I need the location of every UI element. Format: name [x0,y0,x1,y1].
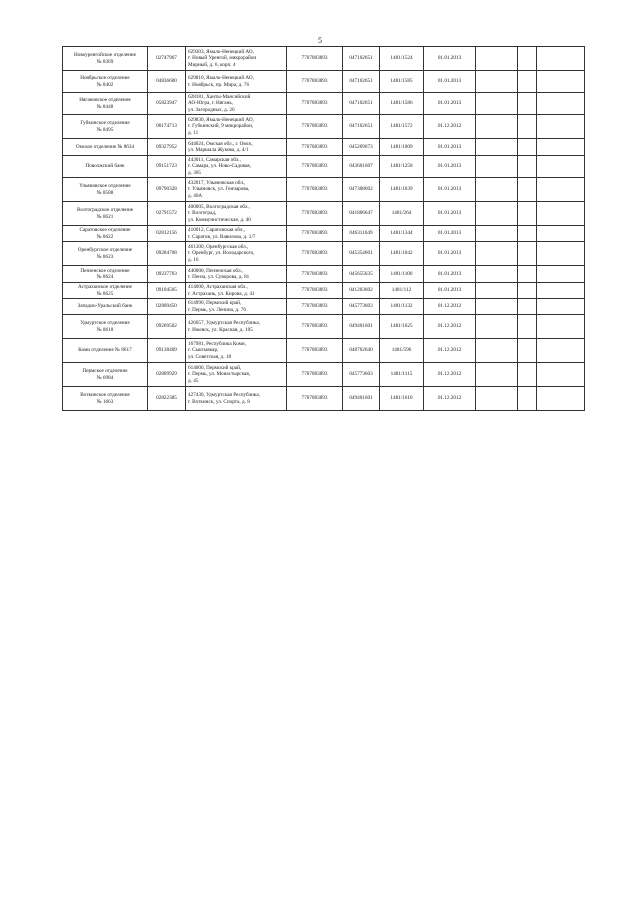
branch-address: 644024, Омская обл., г. Омск, ул. Маршала Жукова, д. 4/1 [186,139,287,156]
effective-date: 01.01.2013 [424,156,476,178]
branch-address: 400005, Волгоградская обл., г. Волгоград, ул. Коммунистическая, д. 40 [186,202,287,226]
bik-number: 041806647 [343,202,380,226]
okpo-code: 00174713 [148,115,186,139]
bik-number: 047102651 [343,47,380,71]
effective-date: 01.01.2013 [424,202,476,226]
bik-number: 045354601 [343,242,380,266]
empty-cell [518,93,537,115]
empty-cell [476,387,518,411]
inn-number: 7707083893 [287,339,343,363]
branch-name: Поволжский банк [63,156,148,178]
empty-cell [476,299,518,315]
effective-date: 01.01.2013 [424,71,476,93]
empty-cell [518,139,537,156]
branch-name: Астраханское отделение № 8625 [63,283,148,299]
empty-cell [476,93,518,115]
branch-address: 426057, Удмуртская Республика, г. Ижевск, ул. Красная, д. 105 [186,315,287,339]
effective-date: 01.12.2012 [424,363,476,387]
empty-cell [537,115,585,139]
okpo-code: 09790328 [148,178,186,202]
empty-cell [476,71,518,93]
okpo-code: 05823947 [148,93,186,115]
okpo-code: 09138409 [148,339,186,363]
okpo-code: 02812156 [148,226,186,242]
branch-name: Воткинское отделение № 1663 [63,387,148,411]
inn-number: 7707083893 [287,71,343,93]
registration-number: 1481/1639 [380,178,424,202]
bik-number: 048702640 [343,339,380,363]
okpo-code: 04836600 [148,71,186,93]
empty-cell [537,283,585,299]
effective-date: 01.01.2013 [424,283,476,299]
okpo-code: 02809929 [148,363,186,387]
empty-cell [476,315,518,339]
empty-cell [518,283,537,299]
empty-cell [537,178,585,202]
empty-cell [537,363,585,387]
branch-address: 629830, Ямало-Ненецкий АО, г. Губкинский, 9 микрорайон, д. 11 [186,115,287,139]
inn-number: 7707083893 [287,242,343,266]
bik-number: 045773603 [343,363,380,387]
okpo-code: 02747967 [148,47,186,71]
empty-cell [476,226,518,242]
inn-number: 7707083893 [287,283,343,299]
inn-number: 7707083893 [287,315,343,339]
effective-date: 01.12.2012 [424,339,476,363]
branch-address: 629303, Ямало-Ненецкий АО, г. Новый Уренгой, микрорайон Мирный, д. 6, корп. 4 [186,47,287,71]
okpo-code: 02809450 [148,299,186,315]
okpo-code: 02822385 [148,387,186,411]
branch-name: Оренбургское отделение № 8623 [63,242,148,266]
bik-number: 049401601 [343,315,380,339]
bik-number: 047102651 [343,93,380,115]
okpo-code: 09327952 [148,139,186,156]
empty-cell [518,315,537,339]
okpo-code: 09104505 [148,283,186,299]
inn-number: 7707083893 [287,156,343,178]
empty-cell [537,139,585,156]
bik-number: 045773603 [343,299,380,315]
registration-number: 1481/112 [380,283,424,299]
branch-name: Омское отделение № 8634 [63,139,148,156]
branch-name: Саратовское отделение № 8622 [63,226,148,242]
empty-cell [518,156,537,178]
okpo-code: 09151723 [148,156,186,178]
table-row [63,242,585,266]
empty-cell [537,299,585,315]
empty-cell [537,226,585,242]
effective-date: 01.12.2012 [424,299,476,315]
inn-number: 7707083893 [287,363,343,387]
page-number: 5 [318,36,322,45]
branch-name: Западно-Уральский банк [63,299,148,315]
registration-number: 1481/1585 [380,71,424,93]
table-row [63,71,585,93]
bik-number: 043601607 [343,156,380,178]
empty-cell [518,226,537,242]
effective-date: 01.01.2013 [424,266,476,283]
branch-address: 628181, Ханты-Мансийский АО-Югра, г. Нягань, ул. Загородных, д. 26 [186,93,287,115]
registration-number: 1481/1524 [380,47,424,71]
registration-number: 1481/1132 [380,299,424,315]
branch-address: 410012, Саратовская обл., г. Саратов, ул. Вавилова, д. 1/7 [186,226,287,242]
branch-name: Коми отделение № 8617 [63,339,148,363]
empty-cell [476,178,518,202]
empty-cell [476,266,518,283]
bik-number: 047308602 [343,178,380,202]
bik-number: 045209673 [343,139,380,156]
branch-name: Пензенское отделение № 8624 [63,266,148,283]
registration-number: 1481/596 [380,339,424,363]
table-row [63,226,585,242]
branch-name: Новоуренгойское отделение № 8369 [63,47,148,71]
empty-cell [537,156,585,178]
registration-number: 1481/1009 [380,139,424,156]
empty-cell [537,242,585,266]
registration-number: 1481/1586 [380,93,424,115]
table-row [63,339,585,363]
inn-number: 7707083893 [287,139,343,156]
effective-date: 01.12.2012 [424,315,476,339]
branch-name: Удмуртское отделение № 8618 [63,315,148,339]
inn-number: 7707083893 [287,115,343,139]
inn-number: 7707083893 [287,47,343,71]
branch-address: 461300, Оренбургская обл., г. Оренбург, ул. Володарского, д. 16 [186,242,287,266]
empty-cell [537,266,585,283]
table-row [63,93,585,115]
branch-address: 443011, Самарская обл., г. Самара, ул. Ново-Садовая, д. 305 [186,156,287,178]
registration-number: 1481/264 [380,202,424,226]
registration-number: 1481/1572 [380,115,424,139]
empty-cell [476,242,518,266]
effective-date: 01.12.2012 [424,115,476,139]
branch-address: 414000, Астраханская обл., г. Астрахань, ул. Кирова, д. 41 [186,283,287,299]
effective-date: 01.01.2013 [424,93,476,115]
okpo-code: 02791572 [148,202,186,226]
branch-name: Ноябрьское отделение № 8402 [63,71,148,93]
branch-name: Ульяновское отделение № 8588 [63,178,148,202]
bik-number: 041203602 [343,283,380,299]
branch-address: 440000, Пензенская обл., г. Пенза, ул. Суворова, д. 81 [186,266,287,283]
registration-number: 1481/1100 [380,266,424,283]
effective-date: 01.01.2013 [424,226,476,242]
empty-cell [476,115,518,139]
branch-name: Губкинское отделение № 8495 [63,115,148,139]
empty-cell [537,339,585,363]
table-row [63,283,585,299]
okpo-code: 09237703 [148,266,186,283]
okpo-code: 09269502 [148,315,186,339]
branch-address: 614990, Пермский край, г. Пермь, ул. Ленина, д. 76 [186,299,287,315]
empty-cell [537,93,585,115]
empty-cell [518,178,537,202]
branch-name: Волгоградское отделение № 8621 [63,202,148,226]
table-row [63,315,585,339]
bik-number: 047102651 [343,115,380,139]
empty-cell [476,363,518,387]
branch-address: 629810, Ямало-Ненецкий АО, г. Ноябрьск, пр. Мира, д. 76 [186,71,287,93]
registration-number: 1481/1610 [380,387,424,411]
empty-cell [518,339,537,363]
empty-cell [476,47,518,71]
table-row [63,202,585,226]
empty-cell [476,202,518,226]
branch-name: Нягановское отделение № 8448 [63,93,148,115]
table-row [63,115,585,139]
registration-number: 1481/1115 [380,363,424,387]
branch-address: 432017, Ульяновская обл., г. Ульяновск, ул. Гончарова, д. 40А [186,178,287,202]
empty-cell [537,71,585,93]
empty-cell [518,115,537,139]
inn-number: 7707083893 [287,226,343,242]
branch-name: Пермское отделение № 6984 [63,363,148,387]
table-row [63,178,585,202]
empty-cell [518,242,537,266]
table-row [63,156,585,178]
effective-date: 01.12.2012 [424,387,476,411]
empty-cell [518,387,537,411]
empty-cell [476,139,518,156]
empty-cell [518,202,537,226]
empty-cell [476,339,518,363]
effective-date: 01.01.2013 [424,242,476,266]
okpo-code: 09284708 [148,242,186,266]
inn-number: 7707083893 [287,266,343,283]
table-row [63,47,585,71]
empty-cell [537,202,585,226]
inn-number: 7707083893 [287,202,343,226]
bik-number: 047102651 [343,71,380,93]
table-row [63,387,585,411]
empty-cell [537,47,585,71]
table-row [63,139,585,156]
table-row [63,363,585,387]
inn-number: 7707083893 [287,93,343,115]
empty-cell [518,299,537,315]
table-row [63,299,585,315]
branch-address: 427430, Удмуртская Республика, г. Воткинск, ул. Спорта, д. 8 [186,387,287,411]
empty-cell [518,71,537,93]
registration-number: 1481/1344 [380,226,424,242]
empty-cell [518,363,537,387]
inn-number: 7707083893 [287,387,343,411]
registration-number: 1481/1625 [380,315,424,339]
inn-number: 7707083893 [287,299,343,315]
bik-number: 045655635 [343,266,380,283]
empty-cell [537,387,585,411]
bik-number: 046311649 [343,226,380,242]
branch-address: 167981, Республика Коми, г. Сыктывкар, ул. Советская, д. 18 [186,339,287,363]
table-row [63,266,585,283]
effective-date: 01.01.2013 [424,178,476,202]
registration-number: 1481/1258 [380,156,424,178]
table-body [63,47,585,411]
empty-cell [537,315,585,339]
effective-date: 01.01.2013 [424,139,476,156]
empty-cell [518,266,537,283]
branch-address: 614000, Пермский край, г. Пермь, ул. Монастырская, д. 45 [186,363,287,387]
empty-cell [476,283,518,299]
effective-date: 01.01.2013 [424,47,476,71]
registry-table [62,46,585,411]
registration-number: 1481/1042 [380,242,424,266]
empty-cell [476,156,518,178]
empty-cell [518,47,537,71]
bik-number: 049401601 [343,387,380,411]
inn-number: 7707083893 [287,178,343,202]
